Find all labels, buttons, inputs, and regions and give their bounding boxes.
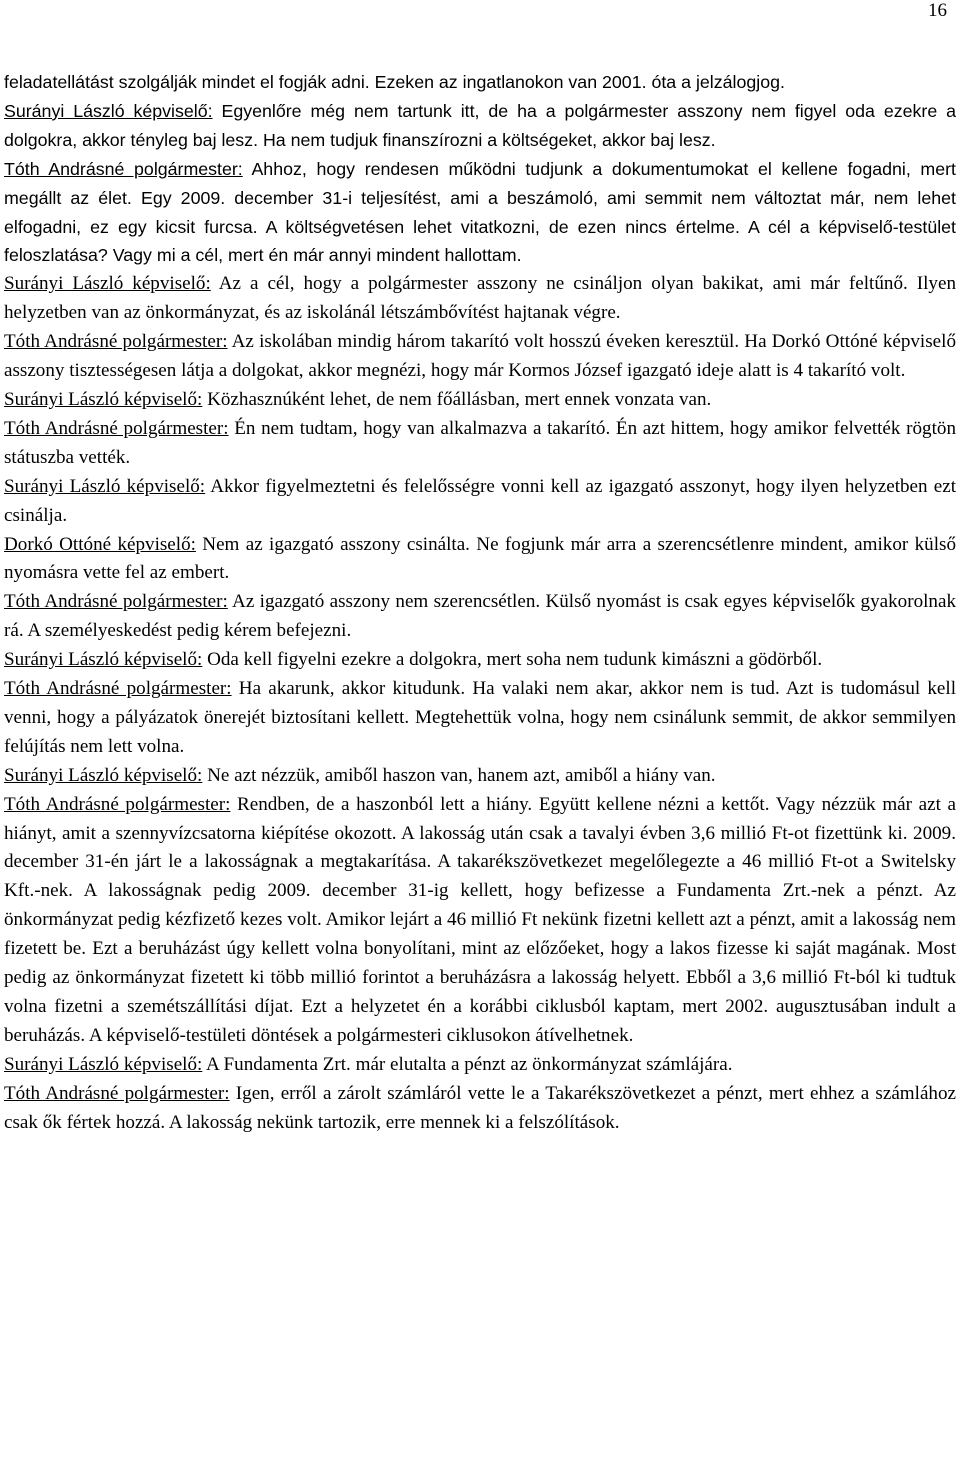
- speech-text: Rendben, de a haszonból lett a hiány. Együtt kellene nézni a kettőt. Vagy nézzük már azt a hiányt, amit a szennyvízcsatorna kiépítése okozott. A lakosság után csak a tavalyi évben 3,6 millió Ft-ot fizettünk ki. 2009. december 31-én járt le a lakosságnak a megtakarítása. A takarékszövetkezet megelőlegezte a 46 millió Ft-ot a Switelsky Kft.-nek. A lakosságnak pedig 2009. december 31-ig kellett, hogy befizesse a Fundamenta Zrt.-nek a pénzt. Az önkormányzat pedig kézfizető kezes volt. Amikor lejárt a 46 millió Ft nekünk fizetni kellett azt a pénzt, amit a lakosság nem fizetett be. Ezt a beruházást úgy kellett volna bonyolítani, mint az előzőeket, hogy a lakos fizesse ki saját magának. Most pedig az önkormányzat fizetett ki több millió forintot a beruházásra a lakosság helyett. Ebből a 3,6 millió Ft-ból ki tudtuk volna fizetni a szemétszállítási díjat. Ezt a helyzetet én a korábbi ciklusból kaptam, mert 2002. augusztusában indult a beruházás. A képviselő-testületi döntések a polgármesteri ciklusokon átívelhetnek.: [4, 793, 956, 1046]
- minutes-paragraph: [4, 386, 956, 415]
- minutes-paragraph: [4, 473, 956, 531]
- minutes-paragraph: [4, 415, 956, 473]
- speech-text: feladatellátást szolgálják mindet el fogják adni. Ezeken az ingatlanokon van 2001. óta a jelzálogjog.: [4, 72, 785, 92]
- minutes-paragraph: [4, 791, 956, 1051]
- speech-text: Ha akarunk, akkor kitudunk. Ha valaki nem akar, akkor nem is tud. Azt is tudomásul kell venni, hogy a pályázatok önerejét biztosítani kellett. Megtehettük volna, hogy nem csinálunk semmit, de akkor semmilyen felújítás nem lett volna.: [4, 678, 957, 757]
- speaker-name: Surányi László képviselő:: [4, 764, 203, 786]
- speech-text: Egyenlőre még nem tartunk itt, de ha a polgármester asszony nem figyel oda ezekre a dolgokra, akkor tényleg baj lesz. Ha nem tudjuk finanszírozni a költségeket, akkor baj lesz.: [4, 100, 957, 150]
- minutes-paragraph: [4, 270, 956, 328]
- minutes-body: [4, 68, 956, 1138]
- speaker-name: Surányi László képviselő:: [4, 475, 206, 497]
- speech-text: Közhasznúként lehet, de nem főállásban, mert ennek vonzata van.: [202, 388, 712, 410]
- speech-text: Oda kell figyelni ezekre a dolgokra, mert soha nem tudunk kimászni a gödörből.: [202, 649, 823, 671]
- minutes-paragraph: [4, 68, 956, 97]
- speech-text: Ne azt nézzük, amiből haszon van, hanem azt, amiből a hiány van.: [202, 764, 716, 786]
- minutes-paragraph: [4, 1051, 956, 1080]
- speaker-name: Surányi László képviselő:: [4, 388, 203, 410]
- speaker-name: Surányi László képviselő:: [4, 100, 213, 121]
- speech-text: Igen, erről a zárolt számláról vette le a Takarékszövetkezet a pénzt, mert ehhez a számlához csak ők fértek hozzá. A lakosság nekünk tartozik, erre mennek ki a felszólítások.: [4, 1082, 956, 1133]
- speaker-name: Tóth Andrásné polgármester:: [4, 331, 228, 353]
- speech-text: Ahhoz, hogy rendesen működni tudjunk a dokumentumokat el kellene fogadni, mert megállt az élet. Egy 2009. december 31-i teljesítést, ami a beszámoló, ami semmit nem változtat már, nem lehet elfogadni, ez egy kicsit furcsa. A költségvetésen lehet vitatkozni, de ezen nincs értelme. A cél a képviselő-testület feloszlatása? Vagy mi a cél, mert én már annyi mindent hallottam.: [4, 158, 956, 266]
- speaker-name: Tóth Andrásné polgármester:: [4, 1082, 230, 1104]
- minutes-paragraph: [4, 97, 956, 155]
- minutes-paragraph: [4, 155, 956, 271]
- speech-text: Nem az igazgató asszony csinálta. Ne fogjunk már arra a szerencsétlenre mindent, amikor külső nyomásra vette fel az embert.: [4, 533, 956, 584]
- minutes-paragraph: [4, 762, 956, 791]
- minutes-paragraph: [4, 531, 956, 589]
- page-number: 16: [928, 0, 947, 21]
- speech-text: Az iskolában mindig három takarító volt hosszú éveken keresztül. Ha Dorkó Ottóné képviselő asszony tisztességesen látja a dolgokat, akkor megnézi, hogy már Kormos József igazgató ideje alatt is 4 takarító volt.: [4, 331, 956, 382]
- speech-text: A Fundamenta Zrt. már elutalta a pénzt az önkormányzat számlájára.: [202, 1053, 733, 1075]
- speaker-name: Tóth Andrásné polgármester:: [4, 417, 229, 439]
- speaker-name: Dorkó Ottóné képviselő:: [4, 533, 196, 555]
- minutes-paragraph: [4, 328, 956, 386]
- speech-text: Az a cél, hogy a polgármester asszony ne csináljon olyan bakikat, ami már feltűnő. Ilyen helyzetben van az önkormányzat, és az iskolánál létszámbővítést hajtanak végre.: [4, 273, 957, 324]
- speech-text: Az igazgató asszony nem szerencsétlen. Külső nyomást is csak egyes képviselők gyakorolnak rá. A személyeskedést pedig kérem befejezni.: [4, 591, 957, 642]
- minutes-paragraph: [4, 646, 956, 675]
- speaker-name: Tóth Andrásné polgármester:: [4, 158, 243, 179]
- speaker-name: Tóth Andrásné polgármester:: [4, 678, 232, 700]
- speaker-name: Surányi László képviselő:: [4, 273, 211, 295]
- minutes-paragraph: [4, 1080, 956, 1138]
- speech-text: Akkor figyelmeztetni és felelősségre vonni kell az igazgató asszonyt, hogy ilyen helyzetben ezt csinálja.: [4, 475, 956, 526]
- speaker-name: Surányi László képviselő:: [4, 1053, 203, 1075]
- speaker-name: Surányi László képviselő:: [4, 649, 203, 671]
- speech-text: Én nem tudtam, hogy van alkalmazva a takarító. Én azt hittem, hogy amikor felvették rögtön státuszba vették.: [4, 417, 956, 468]
- minutes-paragraph: [4, 675, 956, 762]
- minutes-paragraph: [4, 588, 956, 646]
- speaker-name: Tóth Andrásné polgármester:: [4, 591, 228, 613]
- speaker-name: Tóth Andrásné polgármester:: [4, 793, 231, 815]
